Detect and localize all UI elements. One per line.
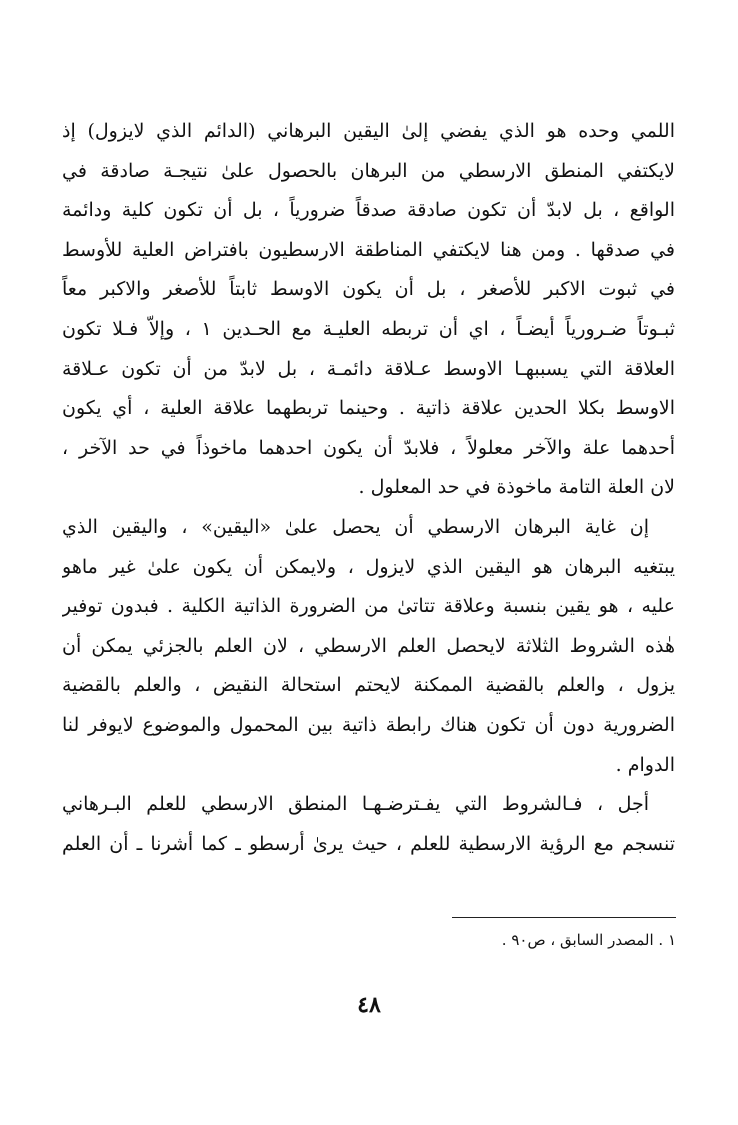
paragraph-start-line: أجل ، فـالشروط التي يفـترضـهـا المنطق الارسطي للعلم البـرهاني bbox=[62, 793, 649, 816]
footnote-divider bbox=[452, 917, 676, 918]
text-line: الدوام . bbox=[615, 753, 675, 776]
text-line: ثبـوتاً ضـرورياً أيضـاً ، اي أن تربطه العليـة مع الحـدين ١ ، وإلاّ فـلا تكون bbox=[62, 317, 675, 340]
text-line: اللمي وحده هو الذي يفضي إلىٰ اليقين البرهاني (الدائم الذي لايزول) إذ bbox=[62, 120, 675, 142]
text-line: في صدقها . ومن هنا لايكتفي المناطقة الارسطيون بافتراض العلية للأوسط bbox=[62, 238, 675, 261]
text-line: الواقع ، بل لابدّ أن تكون صادقة صدقاً ضرورياً ، بل أن تكون كلية ودائمة bbox=[62, 199, 675, 222]
text-line: تنسجم مع الرؤية الارسطية للعلم ، حيث يرىٰ أرسطو ـ كما أشرنا ـ أن العلم bbox=[62, 832, 675, 855]
text-line: لايكتفي المنطق الارسطي من البرهان بالحصول علىٰ نتيجـة صادقة في bbox=[62, 159, 675, 182]
main-text-block bbox=[62, 112, 675, 864]
text-line: هٰذه الشروط الثلاثة لايحصل العلم الارسطي ، لان العلم بالجزئي يمكن أن bbox=[62, 634, 675, 657]
text-line: الاوسط بكلا الحدين علاقة ذاتية . وحينما تربطهما علاقة العلية ، أي يكون bbox=[62, 397, 675, 420]
text-line: يزول ، والعلم بالقضية الممكنة لايحتم استحالة النقيض ، والعلم بالقضية bbox=[62, 674, 675, 697]
text-line: في ثبوت الاكبر للأصغر ، بل أن يكون الاوسط ثابتاً للأصغر والاكبر معاً bbox=[62, 278, 675, 301]
text-line: عليه ، هو يقين بنسبة وعلاقة تتاتىٰ من الضرورة الذاتية الكلية . فبدون توفير bbox=[62, 595, 675, 618]
text-line: الضرورية دون أن تكون هناك رابطة ذاتية بين المحمول والموضوع لايوفر لنا bbox=[62, 713, 675, 736]
footnote: ١ . المصدر السابق ، ص٩٠ . bbox=[501, 931, 676, 949]
paragraph-start-line: إن غاية البرهان الارسطي أن يحصل علىٰ «اليقين» ، واليقين الذي bbox=[62, 515, 649, 538]
text-line: العلاقة التي يسببهـا الاوسط عـلاقة دائمـة ، بل لابدّ من أن تكون عـلاقة bbox=[62, 357, 675, 380]
text-line: أحدهما علة والآخر معلولاً ، فلابدّ أن يكون احدهما ماخوذاً في حد الآخر ، bbox=[62, 436, 675, 459]
text-line: لان العلة التامة ماخوذة في حد المعلول . bbox=[358, 476, 675, 499]
text-line: يبتغيه البرهان هو اليقين الذي لايزول ، ولايمكن أن يكون علىٰ غير ماهو bbox=[62, 555, 675, 578]
page-number: ٤٨ bbox=[357, 992, 381, 1018]
